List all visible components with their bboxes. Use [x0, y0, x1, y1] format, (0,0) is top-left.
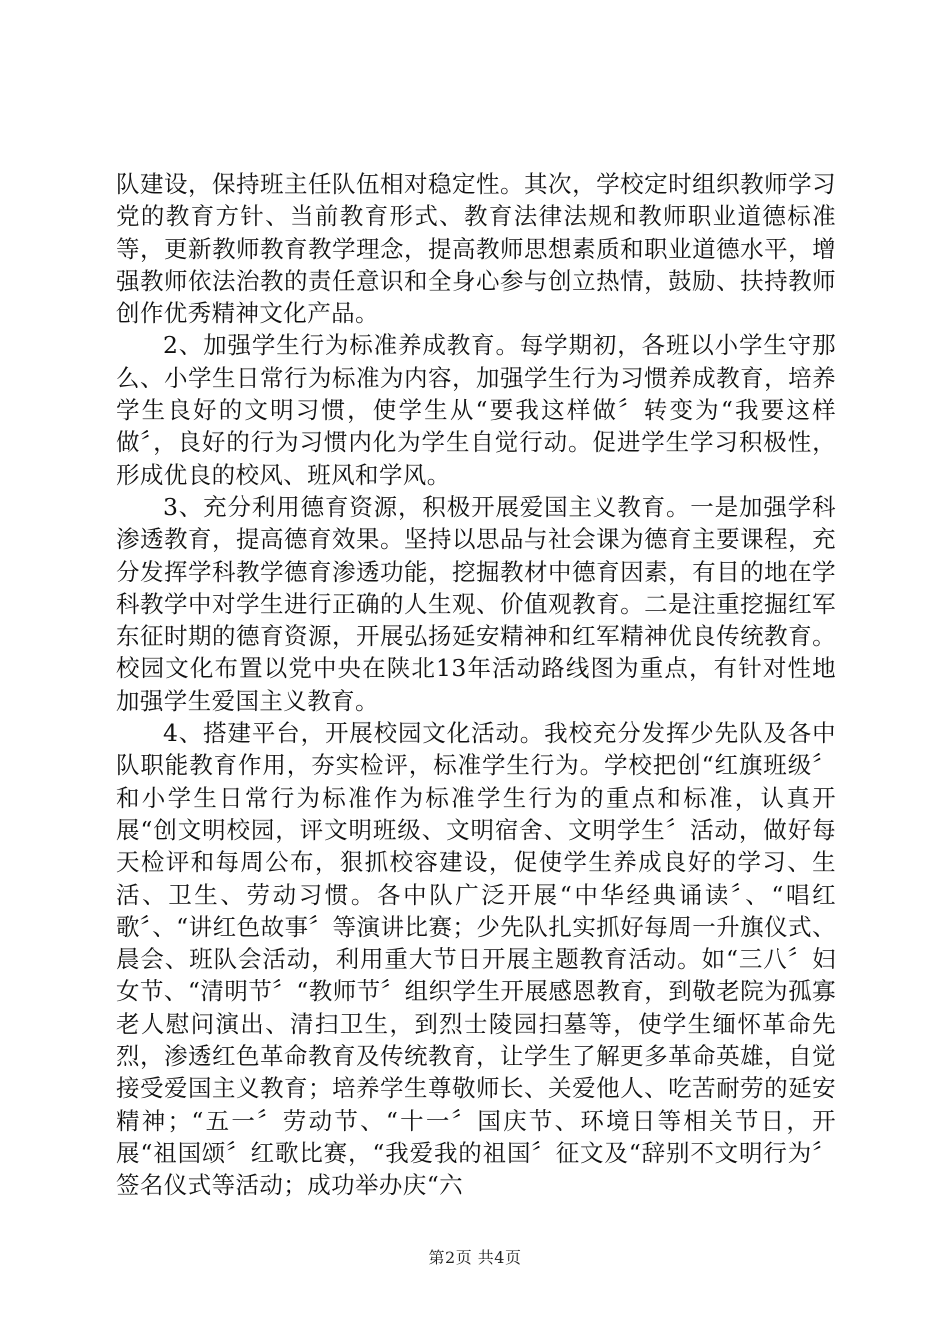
page-number-footer: 第2页 共4页: [428, 1248, 522, 1267]
paragraph-behavior-standards: 2、加强学生行为标准养成教育。每学期初，各班以小学生守那么、小学生日常行为标准为内容，加强学生行为习惯养成教育，培养学生良好的文明习惯，使学生从“要我这样做〞转变为“我要这样做〞，良好的行为习惯内化为学生自觉行动。促进学生学习积极性，形成优良的校风、班风和学风。: [116, 331, 836, 489]
document-body: [116, 168, 836, 1202]
paragraph-campus-culture: 4、搭建平台，开展校园文化活动。我校充分发挥少先队及各中队职能教育作用，夯实检评，标准学生行为。学校把创“红旗班级〞和小学生日常行为标准作为标准学生行为的重点和标准，认真开展“创文明校园，评文明班级、文明宿舍、文明学生〞活动，做好每天检评和每周公布，狠抓校容建设，促使学生养成良好的学习、生活、卫生、劳动习惯。各中队广泛开展“中华经典诵读〞、“唱红歌〞、“讲红色故事〞等演讲比赛；少先队扎实抓好每周一升旗仪式、晨会、班队会活动，利用重大节日开展主题教育活动。如“三八〞妇女节、“清明节〞“教师节〞组织学生开展感恩教育，到敬老院为孤寡老人慰问演出、清扫卫生，到烈士陵园扫墓等，使学生缅怀革命先烈，渗透红色革命教育及传统教育，让学生了解更多革命英雄，自觉接受爱国主义教育；培养学生尊敬师长、关爱他人、吃苦耐劳的延安精神；“五一〞劳动节、“十一〞国庆节、环境日等相关节日，开展“祖国颂〞红歌比赛，“我爱我的祖国〞征文及“辞别不文明行为〞签名仪式等活动；成功举办庆“六: [116, 719, 836, 1200]
paragraph-continued: 队建设，保持班主任队伍相对稳定性。其次，学校定时组织教师学习党的教育方针、当前教育形式、教育法律法规和教师职业道德标准等，更新教师教育教学理念，提高教师思想素质和职业道德水平，增强教师依法治教的责任意识和全身心参与创立热情，鼓励、扶持教师创作优秀精神文化产品。: [116, 170, 836, 328]
paragraph-moral-resources: 3、充分利用德育资源，积极开展爱国主义教育。一是加强学科渗透教育，提高德育效果。坚持以思品与社会课为德育主要课程，充分发挥学科教学德育渗透功能，挖掘教材中德育因素，有目的地在学科教学中对学生进行正确的人生观、价值观教育。二是注重挖掘红军东征时期的德育资源，开展弘扬延安精神和红军精神优良传统教育。校园文化布置以党中央在陕北13年活动路线图为重点，有针对性地加强学生爱国主义教育。: [116, 492, 836, 715]
